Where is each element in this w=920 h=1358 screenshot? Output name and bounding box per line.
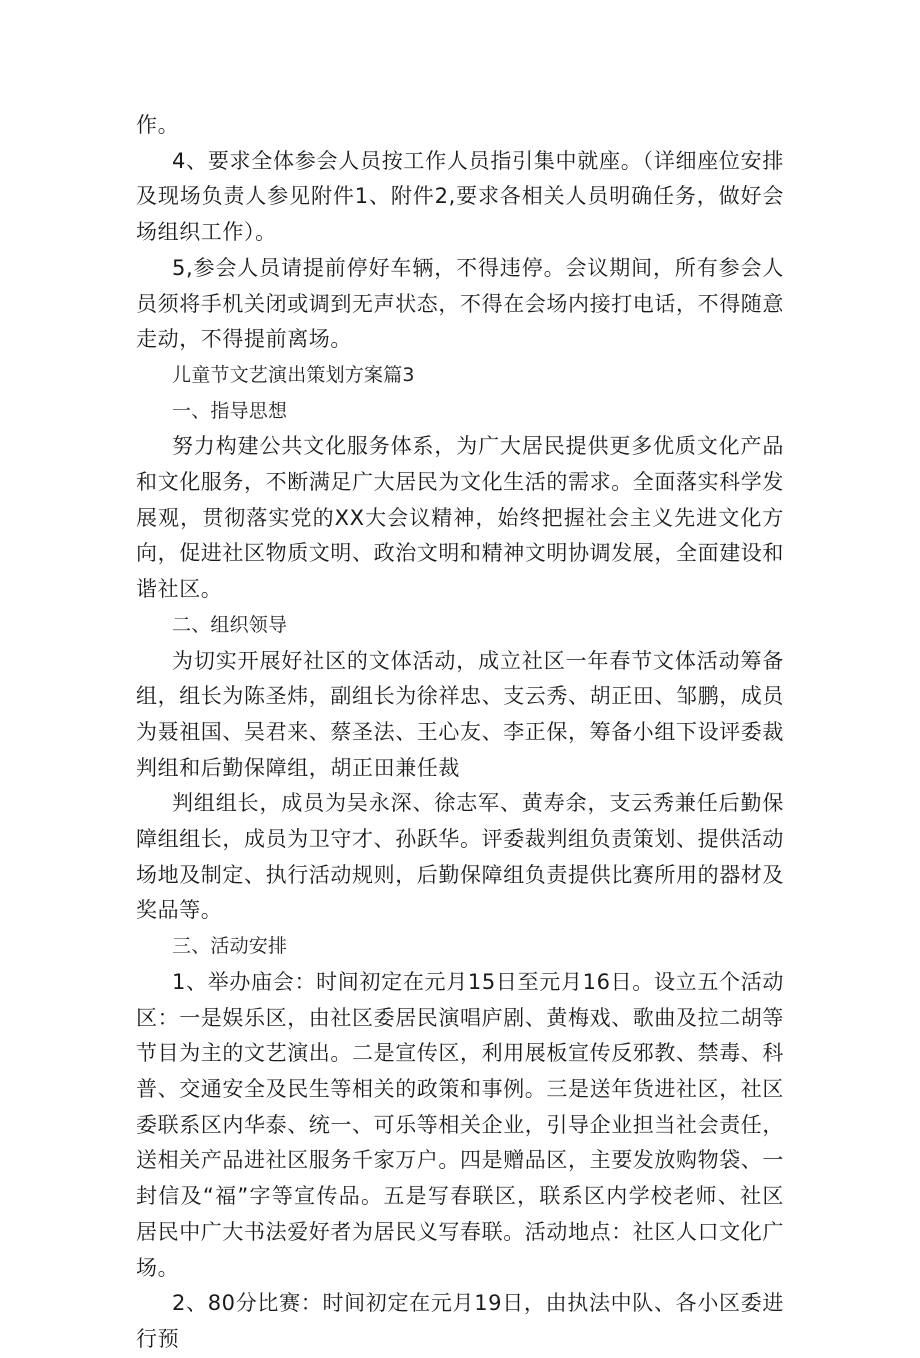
paragraph-organization-2: 判组组长，成员为吴永深、徐志军、黄寿余，支云秀兼任后勤保障组组长，成员为卫守才、孙跃华。评委裁判组负责策划、提供活动场地及制定、执行活动规则，后勤保障组负责提供比赛所用的器材及奖品等。 <box>136 791 784 923</box>
heading-activity-schedule: 三、活动安排 <box>172 935 288 958</box>
paragraph-organization-1: 为切实开展好社区的文体活动，成立社区一年春节文体活动筹备组，组长为陈圣炜，副组长为徐祥忠、支云秀、胡正田、邹鹏，成员为聂祖国、吴君来、蔡圣法、王心友、李正保，筹备小组下设评委裁判组和后勤保障组，胡正田兼任裁 <box>136 648 784 780</box>
paragraph-item-5: 5,参会人员请提前停好车辆，不得违停。会议期间，所有参会人员须将手机关闭或调到无声状态，不得在会场内接打电话，不得随意走动，不得提前离场。 <box>136 255 784 352</box>
document-page <box>136 108 784 1358</box>
paragraph-guiding-ideology: 努力构建公共文化服务体系，为广大居民提供更多优质文化产品和文化服务，不断满足广大居民为文化生活的需求。全面落实科学发展观，贯彻落实党的XX大会议精神，始终把握社会主义先进文化方向，促进社区物质文明、政治文明和精神文明协调发展，全面建设和谐社区。 <box>136 434 784 602</box>
paragraph-continuation: 作。 <box>136 113 180 137</box>
section-title: 儿童节文艺演出策划方案篇3 <box>172 363 415 386</box>
paragraph-80-points-contest: 2、80分比赛：时间初定在元月19日，由执法中队、各小区委进行预 <box>136 1291 784 1351</box>
heading-organization: 二、组织领导 <box>172 613 288 636</box>
paragraph-temple-fair: 1、举办庙会：时间初定在元月15日至元月16日。设立五个活动区：一是娱乐区，由社区委居民演唱庐剧、黄梅戏、歌曲及拉二胡等节目为主的文艺演出。二是宣传区，利用展板宣传反邪教、禁毒、科普、交通安全及民生等相关的政策和事例。三是送年货进社区，社区委联系区内华泰、统一、可乐等相关企业，引导企业担当社会责任，送相关产品进社区服务千家万户。四是赠品区，主要发放购物袋、一封信及“福”字等宣传品。五是写春联区，联系区内学校老师、社区居民中广大书法爱好者为居民义写春联。活动地点：社区人口文化广场。 <box>136 969 784 1280</box>
heading-guiding-ideology: 一、指导思想 <box>172 399 288 422</box>
paragraph-item-4: 4、要求全体参会人员按工作人员指引集中就座。（详细座位安排及现场负责人参见附件1、附件2,要求各相关人员明确任务，做好会场组织工作）。 <box>136 148 784 245</box>
